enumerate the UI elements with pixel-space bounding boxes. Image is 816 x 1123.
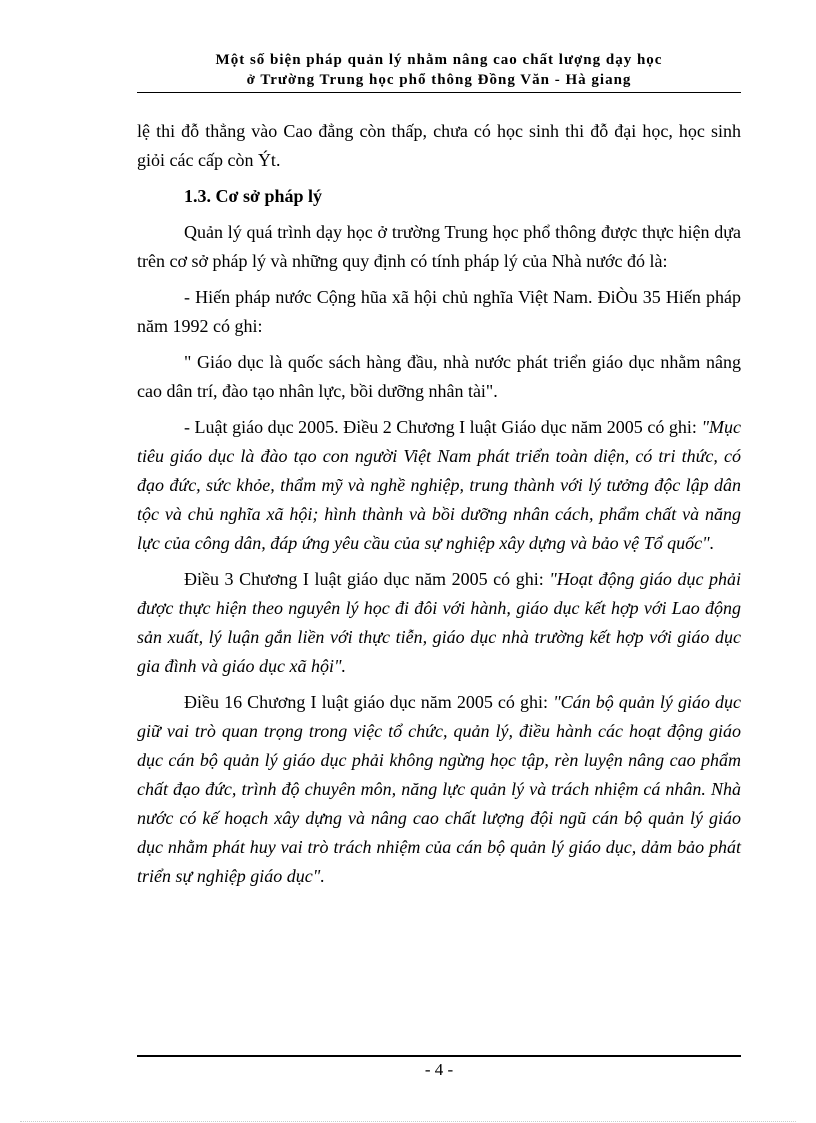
header-divider: [137, 92, 741, 93]
paragraph-intro: Quản lý quá trình dạy học ở trường Trung học phổ thông được thực hiện dựa trên cơ sở pháp lý và những quy định có tính pháp lý của Nhà nước đó là:: [137, 222, 741, 271]
paragraph-article-16: [137, 688, 741, 891]
article-16-quote: "Cán bộ quản lý giáo dục giữ vai trò quan trọng trong việc tổ chức, quản lý, điều hành các hoạt động giáo dục cán bộ quản lý giáo dục phải không ngừng học tập, rèn luyện nâng cao phẩm chất đạo đức, trình độ chuyên môn, năng lực quản lý và trách nhiệm cá nhân. Nhà nước có kế hoạch xây dựng và nâng cao chất lượng đội ngũ cán bộ quản lý giáo dục nhằm phát huy vai trò trách nhiệm của cán bộ quản lý giáo dục, dảm bảo phát triển sự nghiệp giáo dục".: [137, 692, 742, 886]
running-header: [137, 50, 741, 90]
article-3-lead: Điều 3 Chương I luật giáo dục năm 2005 có ghi:: [184, 569, 550, 589]
page-number: - 4 -: [424, 1060, 454, 1079]
header-line-2: ở Trường Trung học phổ thông Đồng Văn - Hà giang: [246, 72, 632, 88]
section-heading: 1.3. Cơ sở pháp lý: [184, 186, 322, 206]
page-edge: [20, 1121, 796, 1122]
page-body: [137, 117, 741, 898]
paragraph-article-2: [137, 413, 741, 558]
paragraph-constitution-quote: " Giáo dục là quốc sách hàng đầu, nhà nước phát triển giáo dục nhằm nâng cao dân trí, đào tạo nhân lực, bồi dưỡng nhân tài".: [137, 352, 741, 401]
footer-divider: [137, 1055, 741, 1057]
article-3-quote: "Hoạt động giáo dục phải được thực hiện theo nguyên lý học đi đôi với hành, giáo dục kết hợp với Lao động sản xuất, lý luận gắn liền với thực tiễn, giáo dục nhà trường kết hợp với giáo dục gia đình và giáo dục xã hội".: [137, 569, 741, 676]
article-2-quote: "Mục tiêu giáo dục là đào tạo con người Việt Nam phát triển toàn diện, có tri thức, có đạo đức, sức khỏe, thẩm mỹ và nghề nghiệp, trung thành với lý tưởng độc lập dân tộc và chủ nghĩa xã hội; hình thành và bồi dưỡng nhân cách, phẩm chất và năng lực của công dân, đáp ứng yêu cầu của sự nghiệp xây dựng và bảo vệ Tổ quốc".: [137, 417, 741, 553]
header-line-1: Một số biện pháp quản lý nhằm nâng cao chất lượng dạy học: [215, 52, 663, 68]
paragraph-constitution: - Hiến pháp nước Cộng hũa xã hội chủ nghĩa Việt Nam. ĐiÒu 35 Hiến pháp năm 1992 có ghi:: [137, 287, 741, 336]
article-16-lead: Điều 16 Chương I luật giáo dục năm 2005 có ghi:: [184, 692, 554, 712]
paragraph-continuation: lệ thi đỗ thẳng vào Cao đẳng còn thấp, chưa có học sinh thi đỗ đại học, học sinh giỏi các cấp còn Ýt.: [137, 121, 741, 170]
paragraph-article-3: [137, 565, 741, 681]
article-2-lead: - Luật giáo dục 2005. Điều 2 Chương I luật Giáo dục năm 2005 có ghi:: [184, 417, 702, 437]
